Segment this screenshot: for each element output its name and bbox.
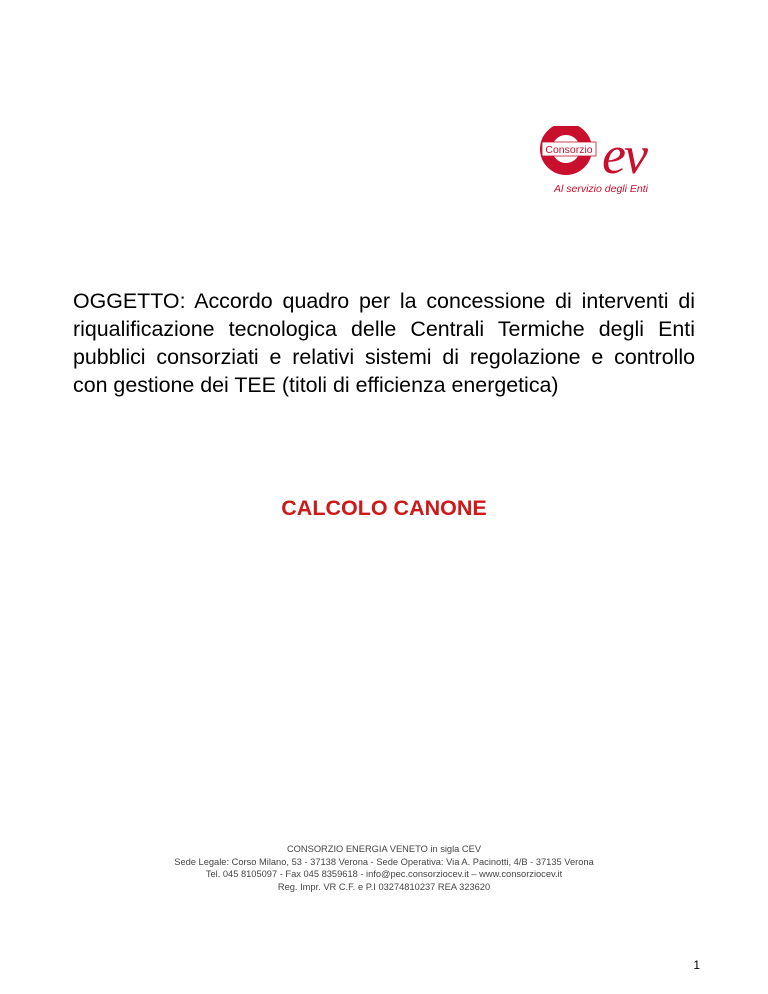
letterhead-footer: [0, 843, 768, 893]
document-title: CALCOLO CANONE: [281, 496, 487, 520]
logo-ev-letters: ev: [602, 126, 646, 185]
page-number: 1: [693, 958, 700, 972]
footer-company-name: CONSORZIO ENERGIA VENETO in sigla CEV: [286, 844, 482, 854]
footer-addresses: Sede Legale: Corso Milano, 53 - 37138 Verona - Sede Operativa: Via A. Pacinotti, 4/B - 37135 Verona: [174, 856, 594, 867]
footer-contacts: Tel. 045 8105097 - Fax 045 8359618 - info@pec.consorziocev.it – www.consorziocev.it: [205, 869, 563, 879]
subject-paragraph: OGGETTO: Accordo quadro per la concessione di interventi di riqualificazione tecnologica delle Centrali Termiche degli Enti pubblici consorziati e relativi sistemi di regolazione e controllo con gestione dei TEE (titoli di efficienza energetica): [73, 289, 695, 397]
logo-tagline: Al servizio degli Enti: [554, 183, 648, 195]
footer-registration: Reg. Impr. VR C.F. e P.I 03274810237 REA 323620: [277, 881, 491, 892]
cev-logo-graphic: [538, 126, 690, 198]
consorzio-cev-logo: [538, 126, 690, 198]
logo-consorzio-text: Consorzio: [545, 144, 593, 156]
